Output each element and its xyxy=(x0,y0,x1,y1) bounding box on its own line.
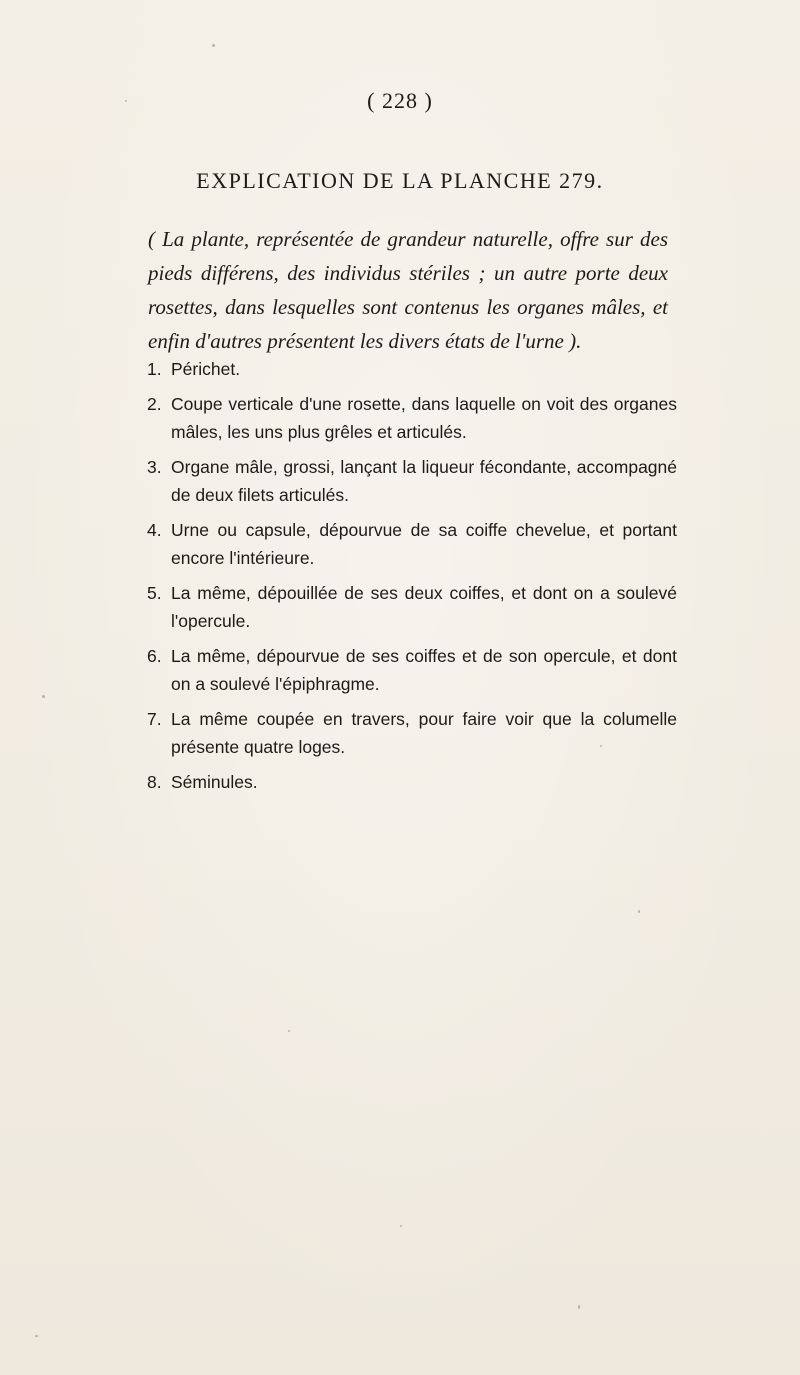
list-item xyxy=(147,705,677,761)
item-number: 2. xyxy=(147,394,162,414)
item-text: La même, dépouillée de ses deux coiffes, et dont on a soulevé l'opercule. xyxy=(171,583,677,631)
item-number: 7. xyxy=(147,709,162,729)
item-number: 4. xyxy=(147,520,162,540)
item-number: 6. xyxy=(147,646,162,666)
item-text: Organe mâle, grossi, lançant la liqueur fécondante, accompagné de deux filets articulés. xyxy=(171,457,677,505)
paper-speck xyxy=(212,44,215,47)
paper-speck xyxy=(125,100,127,102)
item-number: 1. xyxy=(147,359,162,379)
item-number: 8. xyxy=(147,772,162,792)
page-number: ( 228 ) xyxy=(367,88,433,113)
figure-list xyxy=(147,355,677,803)
paper-speck xyxy=(578,1305,580,1309)
list-item xyxy=(147,642,677,698)
paper-speck xyxy=(400,1225,402,1227)
paper-speck xyxy=(600,745,602,747)
item-number: 3. xyxy=(147,457,162,477)
item-text: Coupe verticale d'une rosette, dans laquelle on voit des organes mâles, les uns plus grêles et articulés. xyxy=(171,394,677,442)
plate-description: ( La plante, représentée de grandeur naturelle, offre sur des pieds différens, des individus stériles ; un autre porte deux rosettes, dans lesquelles sont contenus les organes mâles, et enfin d'autres présentent les divers états de l'urne ). xyxy=(148,227,668,353)
list-item xyxy=(147,453,677,509)
item-text: Périchet. xyxy=(171,359,241,379)
list-item xyxy=(147,579,677,635)
list-item xyxy=(147,768,677,796)
item-text: Séminules. xyxy=(171,772,258,792)
list-item xyxy=(147,516,677,572)
paper-speck xyxy=(288,1030,290,1032)
list-item xyxy=(147,390,677,446)
page-title: EXPLICATION DE LA PLANCHE 279. xyxy=(196,168,604,193)
item-text: La même coupée en travers, pour faire voir que la columelle présente quatre loges. xyxy=(171,709,677,757)
list-item xyxy=(147,355,677,383)
paper-speck xyxy=(638,910,640,913)
item-text: La même, dépourvue de ses coiffes et de son opercule, et dont on a soulevé l'épiphragme. xyxy=(171,646,677,694)
paper-speck xyxy=(35,1335,38,1337)
item-text: Urne ou capsule, dépourvue de sa coiffe chevelue, et portant encore l'intérieure. xyxy=(171,520,677,568)
item-number: 5. xyxy=(147,583,162,603)
paper-speck xyxy=(42,695,45,698)
